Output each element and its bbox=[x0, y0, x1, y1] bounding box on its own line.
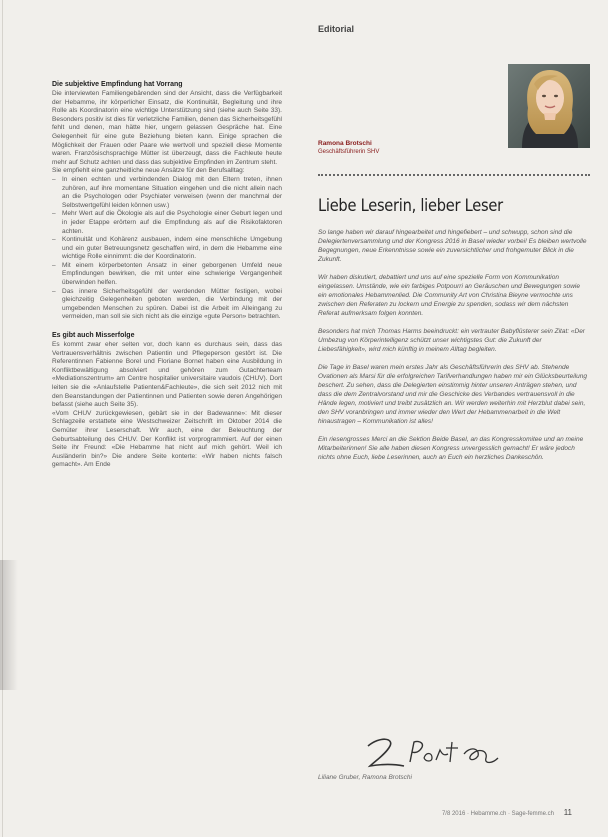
handwritten-signature bbox=[360, 732, 510, 777]
author-role: Geschäftsführerin SHV bbox=[318, 149, 380, 155]
list-item: – Mit einem körperbetonten Ansatz in einer geborgenen Umfeld neue Empfindungen bewirken, die mit unter eine schwierige Vergangenheit überwinden helfen. bbox=[52, 262, 282, 288]
editorial-paragraph: So lange haben wir darauf hingearbeitet und hingefiebert – und schwupp, schon sind die Delegiertenversammlung und der Kongress 2016 in Basel wieder vorbei! Es bleiben wertvolle Begegnungen, neue Erkenntnisse sowie ein zuversichtlicher und frohgemuter Blick in die Zukunft. bbox=[318, 229, 587, 263]
heading-subjective-empfindung: Die subjektive Empfindung hat Vorrang bbox=[52, 81, 183, 88]
editorial-paragraph: Wir haben diskutiert, debattiert und uns auf eine spezielle Form von Kommunikation eingelassen. Umstände, wie ein farbiges Potpourri an Geräuschen und Bewegungen sowie ein emotionales Hebammenlied. Die Community Art von Christina Bieyne vermochte uns zwischen den Referaten zu lockern und Energie zu spenden, sodass wir dem nächsten Referat aufmerksam folgen konnten. bbox=[318, 274, 580, 317]
page-number: 11 bbox=[563, 808, 572, 817]
editorial-paragraph: Die Tage in Basel waren mein erstes Jahr als Geschäftsführerin des SHV ab. Stehende Ovationen als Marsi für die erfolgreichen Tarifverhandlungen haben mir ein Glücksbeurteilung beschert. Zu sehen, dass die Delegierten einstimmig hinter unseren Anträgen stehen, und dass die dem Zentralvorstand und mir die Geschicke des Verbandes vertrauensvoll in die Hände legen, motiviert und treibt zusätzlich an. Wir werden weiterhin mit Herzblut dabei sein, den SHV voranbringen und immer wieder den Wert der Hebammenarbeit in die Welt hinaustragen – Kommunikation ist alles! bbox=[318, 364, 587, 425]
editorial-paragraph: Besonders hat mich Thomas Harms beeindruckt: ein vertrauter Babyflüsterer sein Zitat: «Der Umbezug von Körperintelligenz schützt unser wichtigstes Gut: die Zukunft der Liebesfähigkeit», wird mich künftig in meinem Alltag begleiten. bbox=[318, 328, 585, 353]
page-footer bbox=[442, 808, 572, 817]
spine-shadow bbox=[0, 560, 18, 690]
list-item: – Das innere Sicherheitsgefühl der werdenden Mütter festigen, wobei gleichzeitig Gelegenheiten geboten werden, die Verbindung mit der umgebenden Menschen zu spüren. Dabei ist die Arbeit im Alleingang zu vermeiden, man soll sie sich nicht als die einzige «gute Person» betrachten. bbox=[52, 288, 282, 322]
signers-names: Liliane Gruber, Ramona Brotschi bbox=[318, 774, 412, 781]
paragraph: «Vom CHUV zurückgewiesen, gebärt sie in der Badewanne»: Mit dieser Schlagzeile erstattete eine Westschweizer Zeitschrift im Oktober 2014 die Gemüter ihrer Leserschaft. Wir auch, eine der Beleuchtung der Geburtsabteilung des CHUV. Der Konflikt ist vorprogrammiert. Auf der einen Seite ihr Freund: «Die Hebamme hat nicht auf mich gehört. Weil ich Ausländerin bin?» Die andere Seite konterte: «Wir haben nichts falsch gemacht». Am Ende bbox=[52, 409, 282, 469]
page-edge-line bbox=[2, 0, 3, 837]
paragraph: Die interviewten Familiengebärenden sind der Ansicht, dass die Verfügbarkeit der Hebamme, ihr körperlicher Einsatz, die Kontinuität, Begleitung und ihre Rolle als Koordinatorin eine wichtige Unterstützung sind (siehe auch Seite 33). Besonders positiv ist dies für verletzliche Familien, denen das Sicherheitsgefühl fehlt und denen, man hätte hier, ungern gelassen Gespräche hat. Eine Gelegenheit für eine gute Beziehung bieten kann. Einige sprachen die Möglichkeit der Frauen oder Paare wie wertvoll und speziell diese Momente waren. Französischsprachige Mütter ist überzeugt, dass die Fachleute heute mehr auf Schutz achten und dass das subjektive Empfinden im Zentrum steht. bbox=[52, 90, 282, 166]
author-portrait-photo bbox=[508, 64, 590, 148]
dotted-divider bbox=[318, 174, 590, 176]
editorial-paragraph: Ein riesengrosses Merci an die Sektion Beide Basel, an das Kongresskomitee und an meine Mitarbeiterinnen! Sie alle haben diesen Kongress unvergesslich gemacht! Er wäre jedoch nichts ohne Euch, liebe Leserinnen, auch an Euch ein herzliches Dankeschön. bbox=[318, 436, 584, 461]
paragraph: Es kommt zwar eher selten vor, doch kann es durchaus sein, dass das Vertrauensverhältnis zwischen Patientin und Pflegeperson gestört ist. Die Referentinnen Fabienne Borel und Floriane Bornet haben eine Ausbildung in Konfliktbewältigung absolviert und gehören zum Gutachterteam «Mediationszentrum» am Centre hospitalier universitaire vaudois (CHUV). Dort leiten sie die «Anlaufstelle Patienten&Fachleute», die sich seit 2012 nich mit den Beanstandungen der Patientinnen und Patienten sowie deren Angehörigen befasst (siehe auch Seite 35). bbox=[52, 341, 282, 409]
portrait-caption bbox=[318, 140, 438, 156]
list-item: – Kontinuität und Kohärenz ausbauen, indem eine menschliche Umgebung und ein guter Betreuungsnetz geschaffen wird, in dem die Hebamme eine wichtige Rolle einnimmt: die der Koordinatorin. bbox=[52, 236, 282, 262]
section-label: Editorial bbox=[318, 24, 355, 34]
paragraph: Sie empfiehlt eine ganzheitliche neue Ansätze für den Berufsalltag: bbox=[52, 167, 245, 175]
bullet-list bbox=[52, 176, 282, 322]
left-column bbox=[52, 80, 282, 470]
list-item: – Mehr Wert auf die Ökologie als auf die Psychologie einer Geburt legen und in jeder Etappe erörtern auf die Empfindung als auf die Risikofaktoren achten. bbox=[52, 210, 282, 236]
author-name: Ramona Brotschi bbox=[318, 140, 372, 147]
heading-misserfolge: Es gibt auch Misserfolge bbox=[52, 332, 135, 340]
editorial-headline: Liebe Leserin, lieber Leser bbox=[318, 196, 503, 216]
list-item: – In einen echten und verbindenden Dialog mit den Eltern treten, ihnen zuhören, auf ihre momentane Situation eingehen und die nicht allein nach an die Psychologen oder Psychiater verweisen (wenn der manchmal der Selbstwertgefühl leiden können usw.) bbox=[52, 176, 282, 210]
editorial-body bbox=[318, 228, 590, 471]
footer-publication: 7/8 2016 · Hebamme.ch · Sage-femme.ch bbox=[441, 811, 555, 817]
